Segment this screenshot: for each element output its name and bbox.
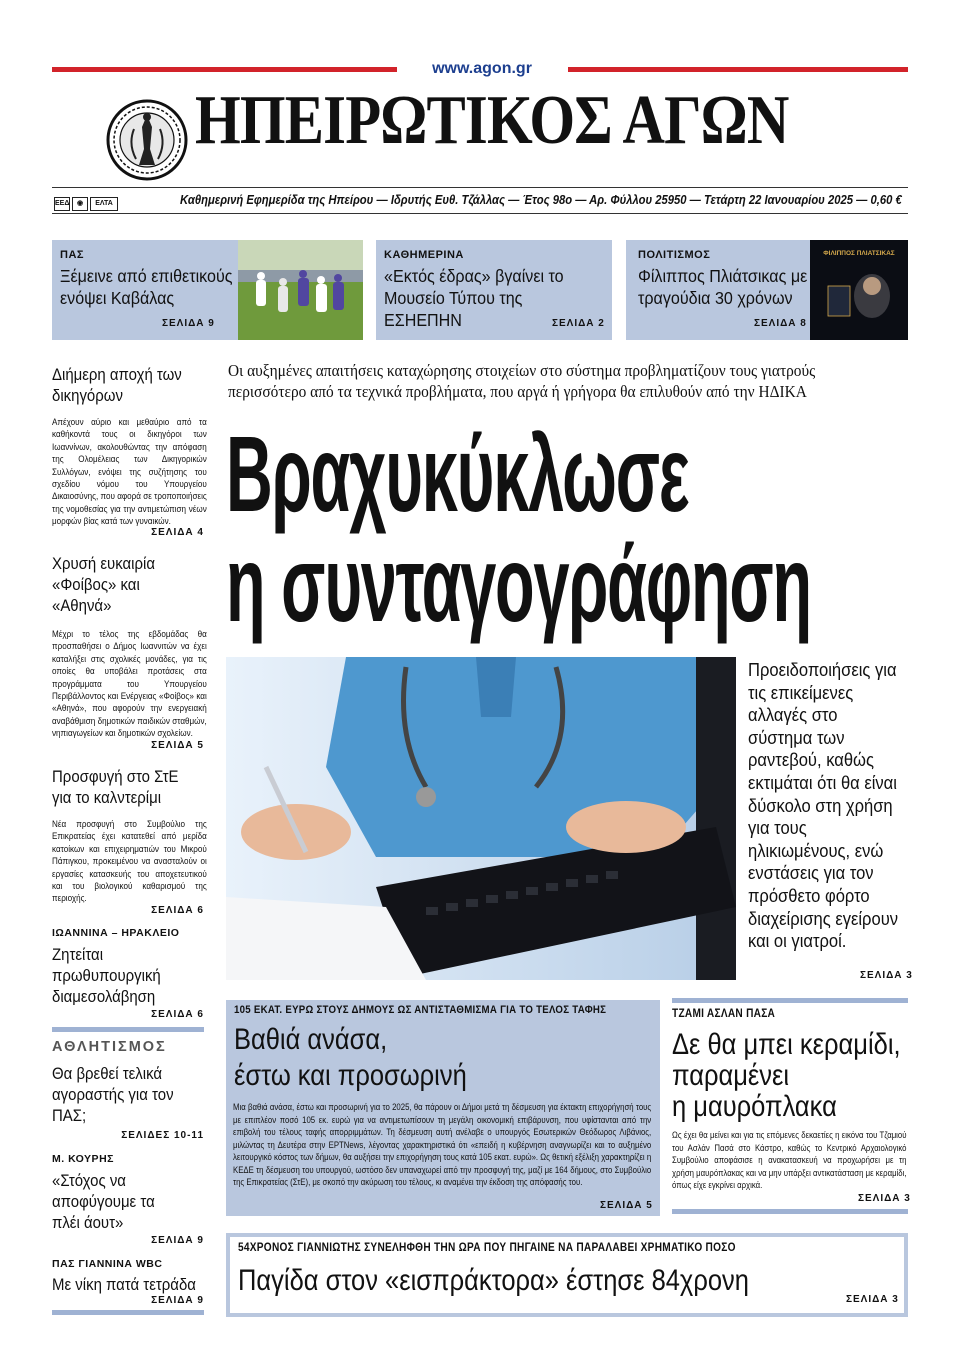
sidebar-body: Μέχρι το τέλος της εβδομάδας θα προσπαθήσει ο Δήμος Ιωαννιτών να έχει καταλήξει στις σχολικές μονάδες, για τις οποίες θα υποβάλει προτάσεις στα προγράμματα του Υπουργείου Περιβάλλοντος και Ενέργειας «Φοίβος» και «Αθηνά», που αφορούν την ενεργειακή αναβάθμιση δημοτικών παιδικών σταθμών, νηπιαγωγείων και δημοτικών σχολείων. bbox=[52, 629, 207, 739]
lead-page: ΣΕΛΙΔΑ 3 bbox=[860, 970, 913, 981]
elta-logo-icon: ΕΛΤΑ bbox=[90, 197, 118, 211]
lead-headline-line2[interactable]: η συνταγογράφηση bbox=[226, 523, 811, 644]
lead-photo-doctor-keyboard bbox=[226, 657, 736, 980]
story-kicker: 105 ΕΚΑΤ. ΕΥΡΩ ΣΤΟΥΣ ΔΗΜΟΥΣ ΩΣ ΑΝΤΙΣΤΑΘΜΙΣΜΑ ΓΙΑ ΤΟ ΤΕΛΟΣ ΤΑΦΗΣ bbox=[234, 1004, 607, 1016]
tzami-title-line2[interactable]: παραμένει bbox=[672, 1059, 790, 1092]
tzami-kicker: ΤΖΑΜΙ ΑΣΛΑΝ ΠΑΣΑ bbox=[672, 1008, 776, 1020]
story-title-line2[interactable]: έστω και προσωρινή bbox=[234, 1059, 467, 1092]
eed-logo-icon: ΕΕΔ bbox=[54, 197, 70, 211]
media-logo-icon: ◉ bbox=[72, 197, 88, 211]
sports-title[interactable]: «Στόχος να αποφύγουμε τα πλέι άουτ» bbox=[52, 1171, 155, 1232]
teaser-kicker: ΠΟΛΙΤΙΣΜΟΣ bbox=[638, 249, 711, 261]
tzami-rule-top bbox=[672, 998, 908, 1003]
sports-rule bbox=[52, 1027, 204, 1032]
sidebar-title[interactable]: Προσφυγή στο ΣτΕ για το καλντερίμι bbox=[52, 767, 179, 807]
poster-artist-name: ΦΙΛΙΠΠΟΣ ΠΛΙΑΤΣΙΚΑΣ bbox=[823, 250, 895, 257]
sidebar-page: ΣΕΛΙΔΑ 4 bbox=[151, 527, 204, 538]
sports-page: ΣΕΛΙΔΕΣ 10-11 bbox=[121, 1130, 204, 1141]
lead-headline-line1[interactable]: Βραχυκύκλωσε bbox=[226, 413, 689, 534]
sports-title[interactable]: Θα βρεθεί τελικά αγοραστής για τον ΠΑΣ; bbox=[52, 1064, 174, 1125]
tzami-title-line3[interactable]: η μαυρόπλακα bbox=[672, 1090, 837, 1123]
teaser-box-kathimerina[interactable] bbox=[376, 240, 612, 340]
teaser-page: ΣΕΛΙΔΑ 9 bbox=[162, 318, 215, 329]
sports-kicker: ΠΑΣ ΓΙΑΝΝΙΝΑ WBC bbox=[52, 1258, 163, 1270]
scam-page: ΣΕΛΙΔΑ 3 bbox=[846, 1294, 899, 1305]
story-box-tafi[interactable] bbox=[226, 1000, 660, 1216]
lead-caption: Προειδοποιήσεις για τις επικείμενες αλλαγές στο σύστημα των ραντεβού, καθώς εκτιμάται ότι θα είναι δύσκολο στη χρήση για τους ηλικιωμένους, ενώ ενστάσεις για τον πρόσθετο φόρτο διαχείρισης εγείρουν και οι γιατροί. bbox=[748, 660, 899, 952]
sports-kicker: Μ. ΚΟΥΡΗΣ bbox=[52, 1153, 114, 1165]
scam-title[interactable]: Παγίδα στον «εισπράκτορα» έστησε 84χρονη bbox=[238, 1264, 749, 1297]
sports-section-header: ΑΘΛΗΤΙΣΜΟΣ bbox=[52, 1039, 167, 1055]
teaser-box-politismos[interactable] bbox=[626, 240, 810, 340]
lead-deck: Οι αυξημένες απαιτήσεις καταχώρησης στοιχείων στο σύστημα προβληματίζουν τους γιατρούς περισσότερο από τα τεχνικά προβλήματα, που αργά ή γρήγορα θα επιλυθούν από την ΗΔΙΚΑ bbox=[228, 361, 816, 401]
partner-logos bbox=[54, 192, 120, 211]
sports-rule-bottom bbox=[52, 1310, 204, 1315]
sports-title[interactable]: Με νίκη πατά τετράδα bbox=[52, 1275, 196, 1294]
sidebar-page: ΣΕΛΙΔΑ 5 bbox=[151, 740, 204, 751]
story-box-scam[interactable] bbox=[226, 1233, 908, 1317]
teaser-kicker: ΚΑΘΗΜΕΡΙΝΑ bbox=[384, 249, 464, 261]
story-title-line1[interactable]: Βαθιά ανάσα, bbox=[234, 1023, 388, 1056]
tzami-title-line1[interactable]: Δε θα μπει κεραμίδι, bbox=[672, 1028, 901, 1061]
teaser-title[interactable]: Ξέμεινε από επιθετικούς ενόψει Καβάλας bbox=[60, 266, 233, 308]
sidebar-page: ΣΕΛΙΔΑ 6 bbox=[151, 905, 204, 916]
sidebar-title[interactable]: Χρυσή ευκαιρία «Φοίβος» και «Αθηνά» bbox=[52, 554, 155, 615]
edition-info: Καθημερινή Εφημερίδα της Ηπείρου — Ιδρυτής Ευθ. Τζάλλας — Έτος 98ο — Αρ. Φύλλου 25950 — Τετάρτη 22 Ιανουαρίου 2025 — 0,60 € bbox=[180, 193, 902, 207]
sidebar-title[interactable]: Διήμερη αποχή των δικηγόρων bbox=[52, 365, 182, 405]
story-page: ΣΕΛΙΔΑ 5 bbox=[600, 1200, 653, 1211]
football-photo bbox=[238, 240, 363, 340]
sidebar-body: Νέα προσφυγή στο Συμβούλιο της Επικρατείας έχει κατατεθεί από μερίδα κατοίκων και επιχειρηματιών του Μικρού Πάπιγκου, προκειμένου να ανασταλούν οι εργασίες κατασκευής του αποχετευτικού και του βιολογικού καθαρισμού της περιοχής. bbox=[52, 819, 207, 904]
sidebar-body: Απέχουν αύριο και μεθαύριο από τα καθήκοντά τους οι δικηγόροι των Ιωαννίνων, ακολουθώντας την απόφαση της Ολομέλειας των Δικηγορικών Συλλόγων, ενόψει της συζήτησης του σχεδίου νόμου του Υπουργείου Δικαιοσύνης, που αφορά σε τροποποιήσεις της νομοθεσίας για την αντιμετώπιση νέων μορφών βίας κατά των γυναικών. bbox=[52, 417, 207, 527]
tzami-body: Ως έχει θα μείνει και για τις επόμενες δεκαετίες η εικόνα του Τζαμιού του Ασλάν Πασά στο Κάστρο, καθώς το Κεντρικό Αρχαιολογικό Συμβούλιο αποφάσισε η ανακατασκευή να προχωρήσει με τη χρήση μαυρόπλακας και να μην υπάρξει αντικατάσταση με κεραμίδι, όπως είχε εγκρίνει αρχικά. bbox=[672, 1130, 907, 1191]
teaser-kicker: ΠΑΣ bbox=[60, 249, 84, 261]
info-bar bbox=[52, 187, 908, 214]
site-url[interactable]: www.agon.gr bbox=[432, 60, 532, 77]
masthead-title: ΗΠΕΙΡΩΤΙΚΟΣ ΑΓΩΝ bbox=[195, 82, 789, 159]
sidebar-kicker: ΙΩΑΝΝΙΝΑ – ΗΡΑΚΛΕΙΟ bbox=[52, 927, 180, 939]
story-body: Μια βαθιά ανάσα, έστω και προσωρινή για το 2025, θα πάρουν οι Δήμοι μετά τη δέσμευση για έκτακτη επιχορήγησή τους με επιπλέον ποσό 105 εκ. ευρώ για να αντιμετωπίσουν τη μεγάλη οικονομική επιβάρυνση, που υφίστανται από την επιβολή του τέλους ταφής απορριμμάτων. Τη δέσμευση αυτή ανέλαβε ο υπουργός Εσωτερικών Θεόδωρος Λιβάνιος, μιλώντας τη Δευτέρα στην ΕΡΤNews, λέγοντας χαρακτηριστικά ότι «επειδή η κυβέρνηση αναγνωρίζει και το αυξημένο λειτουργικό κόστος των δήμων, θα αυξήσει την επιχορήγηση τους κατά 105 εκατ. ευρώ». Ως θετική εξέλιξη χαρακτηρίζει η ΚΕΔΕ τη δέσμευση του υπουργού, ωστόσο δεν υπαναχωρεί από την προσφυγή της, μαζί με 164 δήμους, στο Συμβούλιο της Επικρατείας (ΣτΕ), με σκοπό την ακύρωση του τέλους, κι αναμένει την έκδοση της απόφασής του. bbox=[233, 1102, 652, 1188]
header-rule-left bbox=[52, 67, 397, 72]
sidebar-page: ΣΕΛΙΔΑ 6 bbox=[151, 1009, 204, 1020]
teaser-box-pas[interactable] bbox=[52, 240, 238, 340]
sports-page: ΣΕΛΙΔΑ 9 bbox=[151, 1295, 204, 1306]
sports-page: ΣΕΛΙΔΑ 9 bbox=[151, 1235, 204, 1246]
tzami-page: ΣΕΛΙΔΑ 3 bbox=[858, 1193, 911, 1204]
teaser-page: ΣΕΛΙΔΑ 2 bbox=[552, 318, 605, 329]
teaser-title[interactable]: «Εκτός έδρας» βγαίνει το Μουσείο Τύπου της ΕΣΗΕΠΗΝ bbox=[384, 266, 564, 330]
scam-kicker: 54ΧΡΟΝΟΣ ΓΙΑΝΝΙΩΤΗΣ ΣΥΝΕΛΗΦΘΗ ΤΗΝ ΩΡΑ ΠΟΥ ΠΗΓΑΙΝΕ ΝΑ ΠΑΡΑΛΑΒΕΙ ΧΡΗΜΑΤΙΚΟ ΠΟΣΟ bbox=[238, 1242, 736, 1254]
teaser-page: ΣΕΛΙΔΑ 8 bbox=[754, 318, 807, 329]
concert-poster bbox=[810, 240, 908, 340]
header-rule-right bbox=[568, 67, 908, 72]
teaser-title[interactable]: Φίλιππος Πλιάτσικας με τραγούδια 30 χρόνων bbox=[638, 266, 808, 308]
newspaper-seal-logo bbox=[106, 99, 188, 181]
tzami-rule-bottom bbox=[672, 1209, 908, 1214]
sidebar-title[interactable]: Ζητείται πρωθυπουργική διαμεσολάβηση bbox=[52, 945, 161, 1006]
